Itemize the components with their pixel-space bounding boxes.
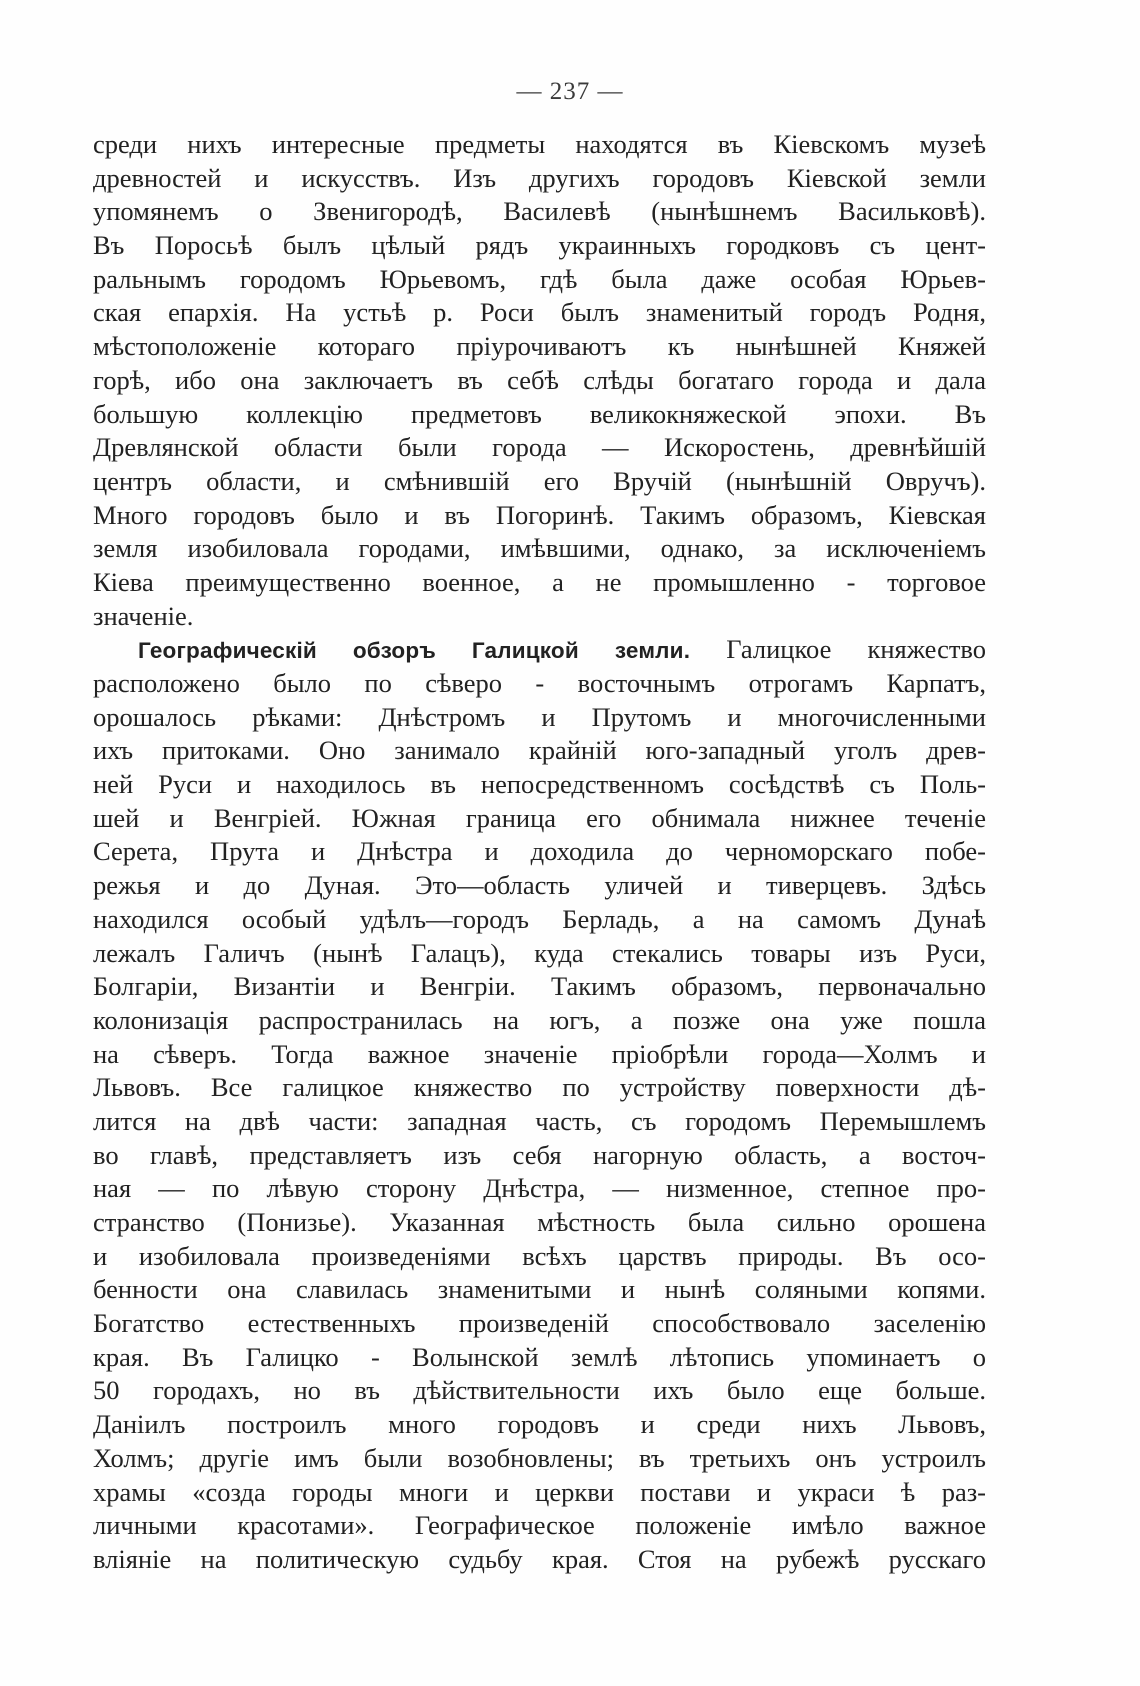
text-line: Львовъ. Все галицкое княжество по устройству поверхности дѣ- — [93, 1072, 986, 1103]
text-line: Кіева преимущественно военное, а не промышленно - торговое — [93, 566, 986, 597]
text-line: Въ Поросьѣ былъ цѣлый рядъ украинныхъ городковъ съ цент- — [93, 230, 986, 261]
text-line: ская епархія. На устьѣ р. Роси былъ знаменитый городъ Родня, — [93, 297, 986, 328]
text-line: Богатство естественныхъ произведеній способствовало заселенію — [93, 1308, 986, 1339]
text-line-first — [93, 633, 986, 667]
text-line: Древлянской области были города — Искоростень, древнѣйшій — [93, 432, 986, 463]
text-line: находился особый удѣлъ—городъ Берладь, а на самомъ Дунаѣ — [93, 903, 986, 934]
text-line: земля изобиловала городами, имѣвшими, однако, за исключеніемъ — [93, 533, 986, 564]
text-line: значеніе. — [93, 600, 194, 631]
text-line: упомянемъ о Звенигородѣ, Василевѣ (нынѣшнемъ Васильковѣ). — [93, 196, 986, 227]
text-line: Серета, Прута и Днѣстра и доходила до черноморскаго побе- — [93, 836, 986, 867]
text-line: большую коллекцію предметовъ великокняжеской эпохи. Въ — [93, 398, 986, 429]
text-line: центръ области, и смѣнившій его Вручій (нынѣшній Овручъ). — [93, 465, 986, 496]
text-line: колонизація распространилась на югъ, а позже она уже пошла — [93, 1004, 986, 1035]
section-heading: Географическій обзоръ Галицкой земли. — [138, 638, 691, 664]
text-line: горѣ, ибо она заключаетъ въ себѣ слѣды богатаго города и дала — [93, 364, 986, 395]
text-line: ная — по лѣвую сторону Днѣстра, — низменное, степное про- — [93, 1173, 986, 1204]
text-line-rest: Галицкое княжество — [726, 634, 986, 665]
text-line: храмы «созда городы многи и церкви постави и украси ѣ раз- — [93, 1476, 986, 1507]
text-line: лится на двѣ части: западная часть, съ городомъ Перемышлемъ — [93, 1105, 986, 1136]
paragraph-galician-land — [93, 633, 986, 1576]
text-line: орошалось рѣками: Днѣстромъ и Прутомъ и многочисленными — [93, 701, 986, 732]
text-line: Болгаріи, Византіи и Венгріи. Такимъ образомъ, первоначально — [93, 971, 986, 1002]
text-line: мѣстоположеніе котораго пріурочиваютъ къ нынѣшней Княжей — [93, 331, 986, 362]
text-line: среди нихъ интересные предметы находятся въ Кіевскомъ музеѣ — [93, 129, 986, 159]
text-line: странство (Понизье). Указанная мѣстность была сильно орошена — [93, 1207, 986, 1237]
text-line: шей и Венгріей. Южная граница его обнимала нижнее теченіе — [93, 802, 986, 833]
text-line: края. Въ Галицко - Волынской землѣ лѣтопись упоминаетъ о — [93, 1341, 986, 1372]
text-line: древностей и искусствъ. Изъ другихъ городовъ Кіевской земли — [93, 162, 986, 193]
text-line: ральнымъ городомъ Юрьевомъ, гдѣ была даже особая Юрьев- — [93, 263, 986, 294]
text-line: 50 городахъ, но въ дѣйствительности ихъ было еще больше. — [93, 1375, 986, 1406]
text-line: и изобиловала произведеніями всѣхъ царствъ природы. Въ осо- — [93, 1240, 986, 1271]
text-line: лежалъ Галичъ (нынѣ Галацъ), куда стекались товары изъ Руси, — [93, 937, 986, 968]
body-text — [93, 128, 986, 1577]
text-line: во главѣ, представляетъ изъ себя нагорную область, а восточ- — [93, 1139, 986, 1170]
text-line: на сѣверъ. Тогда важное значеніе пріобрѣли города—Холмъ и — [93, 1038, 986, 1069]
text-line: Много городовъ было и въ Погоринѣ. Такимъ образомъ, Кіевская — [93, 499, 986, 530]
text-line: бенности она славилась знаменитыми и нынѣ соляными копями. — [93, 1274, 986, 1305]
text-line: Холмъ; другіе имъ были возобновлены; въ третьихъ онъ устроилъ — [93, 1442, 986, 1473]
text-line: Даніилъ построилъ много городовъ и среди нихъ Львовъ, — [93, 1409, 986, 1440]
text-line: личными красотами». Географическое положеніе имѣло важное — [93, 1510, 986, 1541]
text-line: расположено было по сѣверо - восточнымъ отрогамъ Карпатъ, — [93, 668, 986, 698]
text-line: ихъ притоками. Оно занимало крайній юго-западный уголъ древ- — [93, 735, 986, 766]
text-line: ней Руси и находилось въ непосредственномъ сосѣдствѣ съ Поль- — [93, 769, 986, 800]
text-line: режья и до Дуная. Это—область уличей и тиверцевъ. Здѣсь — [93, 870, 986, 901]
page-number: — 237 — — [516, 78, 624, 105]
paragraph-kiev-land — [93, 128, 986, 633]
text-line: вліяніе на политическую судьбу края. Стоя на рубежѣ русскаго — [93, 1543, 986, 1574]
